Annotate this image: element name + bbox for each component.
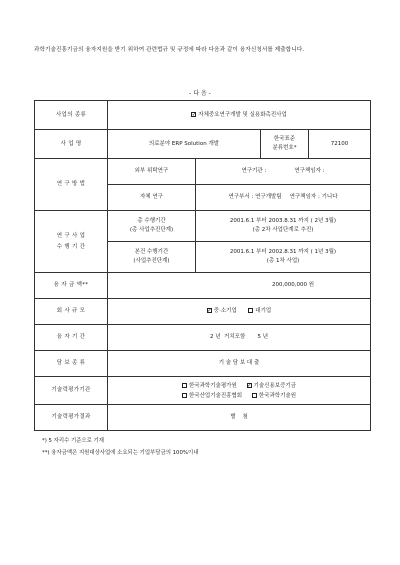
eval-org-2-checkbox[interactable] xyxy=(247,383,252,388)
eval-org-3-checkbox[interactable] xyxy=(182,393,187,398)
row-company-size xyxy=(35,299,371,325)
row-loan-amount xyxy=(35,273,371,299)
eval-org-3-label: 한국산업기술진흥협회 xyxy=(188,392,243,399)
collateral-label: 담 보 종 류 xyxy=(35,351,108,377)
eval-org-option-3[interactable] xyxy=(182,391,242,401)
research-type-internal: 자체 연구 xyxy=(108,185,196,211)
collateral-value: 기 술 담 보 대 출 xyxy=(108,351,371,377)
sme-label: 중·소기업 xyxy=(213,308,237,314)
intro-paragraph: 과학기술진흥기금의 융자지원을 받기 위하여 관련법규 및 규정에 따라 다음과 같이 융자신청서를 제출합니다. xyxy=(34,47,305,53)
tech-eval-result-label: 기술력평가결과 xyxy=(35,405,108,431)
business-type-label: 사업의 종류 xyxy=(35,101,108,130)
large-company-checkbox[interactable] xyxy=(248,308,253,313)
business-type-option: 자체중요연구개발 및 실용화촉진사업 xyxy=(198,111,287,118)
company-size-options xyxy=(108,299,371,325)
research-dept-field: 연구부서 : 연구개발팀 xyxy=(228,194,282,200)
std-class-label: 한국표준 분류번호* xyxy=(261,130,309,159)
research-external-fields xyxy=(196,159,371,185)
total-period-value: 2001.6.1 부터 2003.8.31 까지 ( 2년 3월) (총 2차 사업단계로 추진) xyxy=(196,211,371,242)
row-business-name xyxy=(35,130,371,159)
loan-application-form xyxy=(34,100,371,431)
eval-org-option-2[interactable] xyxy=(247,381,297,391)
business-name-value: 의료분야 ERP Solution 개발 xyxy=(108,130,261,159)
std-class-value: 72100 xyxy=(309,130,371,159)
company-size-label: 회 사 규 모 xyxy=(35,299,108,325)
research-method-label: 연 구 방 법 xyxy=(35,159,108,211)
row-business-type xyxy=(35,101,371,130)
research-type-external: 외부 위탁연구 xyxy=(108,159,196,185)
eval-org-4-checkbox[interactable] xyxy=(252,393,257,398)
sme-checkbox[interactable] xyxy=(207,308,212,313)
eval-org-4-label: 한국과학기술원 xyxy=(258,392,297,399)
footnote-1: *) 5 자리수 기준으로 기재 xyxy=(42,438,104,444)
section-divider: - 다 음 - xyxy=(189,90,211,97)
row-period-total xyxy=(35,211,371,242)
footnote-2: **) 융자금액은 지원대상사업에 소요되는 기업부담금의 100%이내 xyxy=(42,450,199,456)
business-type-value xyxy=(108,101,371,130)
current-period-label: 본건 수행기간 (사업추진단계) xyxy=(108,242,196,273)
company-size-sme[interactable] xyxy=(207,307,237,316)
tech-eval-org-label: 기술력평가기관 xyxy=(35,377,108,405)
tech-eval-result-value: 별 첨 xyxy=(108,405,371,431)
eval-org-option-1[interactable] xyxy=(182,381,237,391)
tech-eval-org-options xyxy=(108,377,371,405)
row-loan-period xyxy=(35,325,371,351)
current-period-value: 2001.6.1 부터 2002.8.31 까지 ( 1년 3월) (총 1차 사업) xyxy=(196,242,371,273)
loan-amount-value: 200,000,000 원 xyxy=(108,273,371,299)
research-institution-field: 연구기관 : xyxy=(241,168,267,174)
business-name-label: 사 업 명 xyxy=(35,130,108,159)
loan-amount-label: 융 자 금 액** xyxy=(35,273,108,299)
row-tech-eval-org xyxy=(35,377,371,405)
execution-period-label: 연 구 사 업 수 행 기 간 xyxy=(35,211,108,273)
eval-org-2-label: 기술신용보증기금 xyxy=(253,382,297,389)
loan-period-label: 융 자 기 간 xyxy=(35,325,108,351)
company-size-large[interactable] xyxy=(248,307,271,316)
loan-period-value: 2 년 거치포함 5 년 xyxy=(108,325,371,351)
eval-org-option-4[interactable] xyxy=(252,391,296,401)
large-company-label: 대기업 xyxy=(255,308,272,314)
row-research-external xyxy=(35,159,371,185)
business-type-checkbox[interactable] xyxy=(191,112,196,117)
research-lead-field: 연구책임자 : xyxy=(294,168,325,174)
row-tech-eval-result xyxy=(35,405,371,431)
eval-org-1-label: 한국과학기술평가원 xyxy=(188,382,237,389)
eval-org-1-checkbox[interactable] xyxy=(182,383,187,388)
total-period-label: 총 수행기간 (총 사업추진단계) xyxy=(108,211,196,242)
research-internal-fields xyxy=(196,185,371,211)
research-lead-internal-field: 연구책임자 : 기니다 xyxy=(289,194,338,200)
row-collateral xyxy=(35,351,371,377)
